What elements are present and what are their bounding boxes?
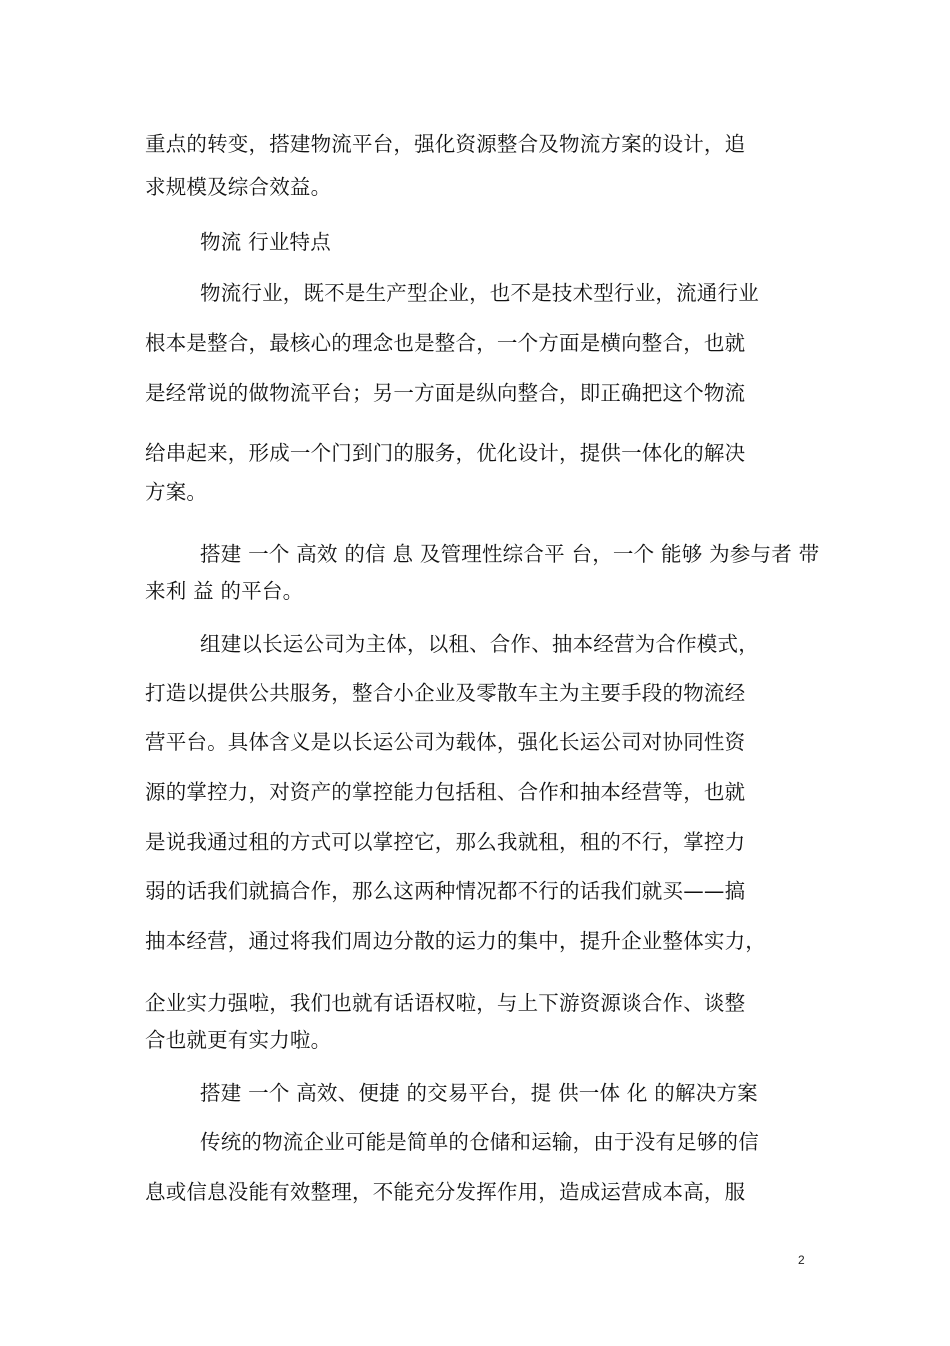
section-heading-info-platform: 搭建 一个 高效 的信 息 及管理性综合平 台，一个 能够 为参与者 带 — [200, 542, 820, 566]
text-line-1: 重点的转变，搭建物流平台，强化资源整合及物流方案的设计，追 — [145, 132, 746, 156]
text-line-14: 源的掌控力，对资产的掌控能力包括租、合作和抽本经营等，也就 — [145, 780, 746, 804]
text-line-12: 打造以提供公共服务，整合小企业及零散车主为主要手段的物流经 — [145, 681, 746, 705]
text-line-22: 息或信息没能有效整理，不能充分发挥作用，造成运营成本高，服 — [145, 1180, 746, 1204]
text-line-21: 传统的物流企业可能是简单的仓储和运输，由于没有足够的信 — [200, 1130, 759, 1154]
text-line-5: 根本是整合，最核心的理念也是整合，一个方面是横向整合，也就 — [145, 331, 746, 355]
text-line-8: 方案。 — [145, 480, 208, 504]
section-heading-info-platform-cont: 来利 益 的平台。 — [145, 579, 304, 603]
text-line-15: 是说我通过租的方式可以掌控它，那么我就租，租的不行，掌控力 — [145, 830, 746, 854]
section-heading-logistics-features: 物流 行业特点 — [200, 230, 331, 254]
text-line-19: 合也就更有实力啦。 — [145, 1028, 332, 1052]
text-line-16: 弱的话我们就搞合作，那么这两种情况都不行的话我们就买——搞 — [145, 879, 746, 903]
text-line-6: 是经常说的做物流平台；另一方面是纵向整合，即正确把这个物流 — [145, 381, 746, 405]
text-line-7: 给串起来，形成一个门到门的服务，优化设计，提供一体化的解决 — [145, 441, 746, 465]
text-line-17: 抽本经营，通过将我们周边分散的运力的集中，提升企业整体实力， — [145, 929, 766, 953]
text-line-2: 求规模及综合效益。 — [145, 175, 332, 199]
text-line-4: 物流行业，既不是生产型企业，也不是技术型行业，流通行业 — [200, 281, 759, 305]
page-number: 2 — [798, 1253, 805, 1267]
section-heading-trading-platform: 搭建 一个 高效、便捷 的交易平台，提 供一体 化 的解决方案 — [200, 1081, 758, 1105]
text-line-13: 营平台。具体含义是以长运公司为载体，强化长运公司对协同性资 — [145, 730, 746, 754]
text-line-11: 组建以长运公司为主体，以租、合作、抽本经营为合作模式， — [200, 632, 759, 656]
text-line-18: 企业实力强啦，我们也就有话语权啦，与上下游资源谈合作、谈整 — [145, 991, 746, 1015]
